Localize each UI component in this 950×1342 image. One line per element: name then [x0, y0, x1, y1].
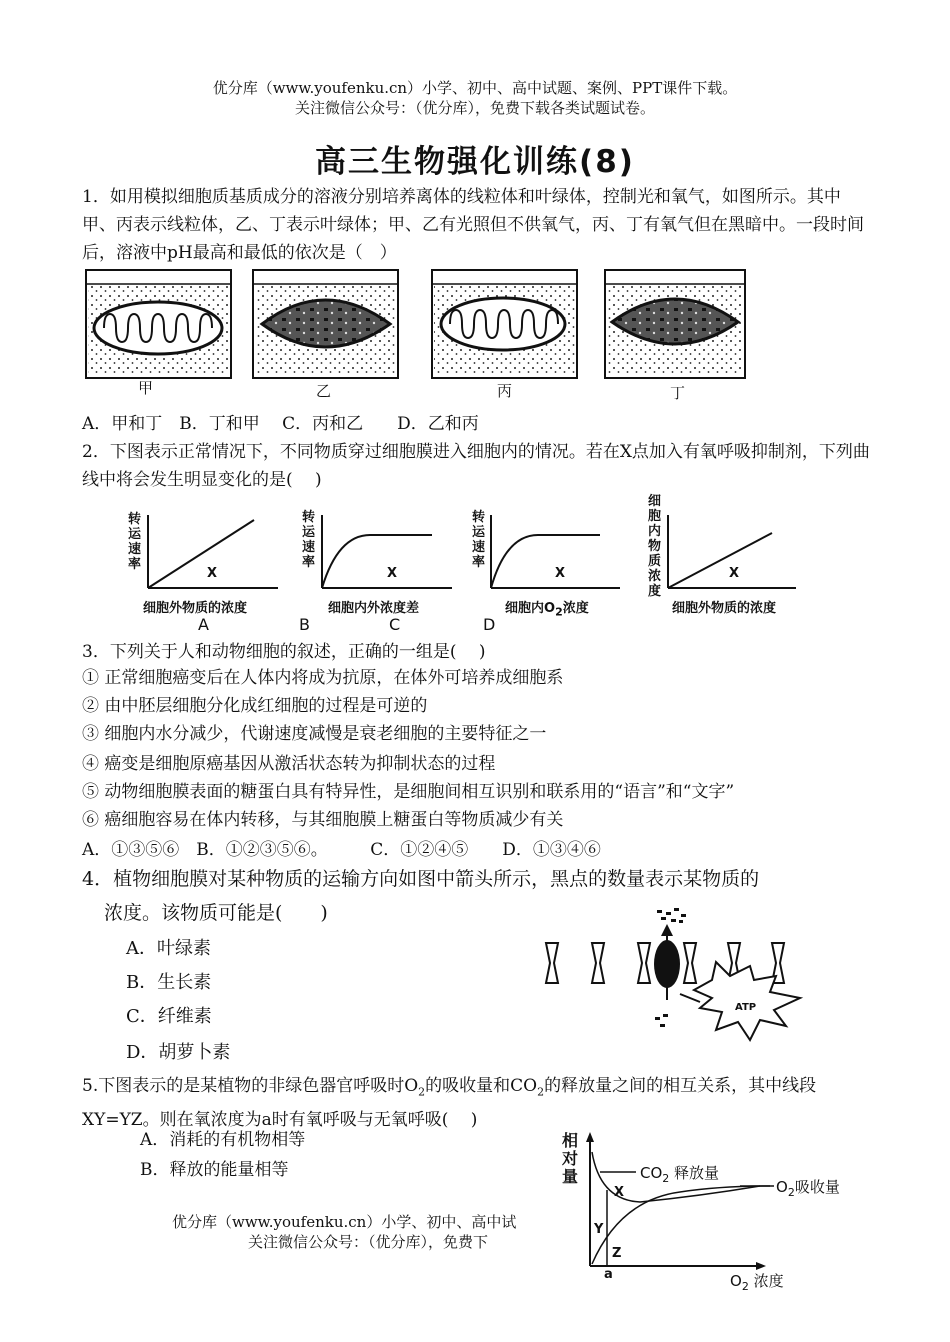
beaker-ding [605, 270, 745, 378]
q4-option-c: C．纤维素 [126, 1006, 212, 1027]
q5-xlabel: $O_2$ 浓度 [730, 1272, 784, 1293]
atp-label: ATP [735, 1002, 757, 1013]
point-x: X [614, 1185, 625, 1200]
question-3-options: A．①③⑤⑥ B．①②③⑤⑥。 C．①②④⑤ D．①③④⑥ [82, 840, 601, 860]
q5-option-a: A．消耗的有机物相等 [140, 1130, 306, 1150]
q4-option-b: B．生长素 [126, 972, 212, 993]
page-title: 高三生物强化训练(8) [315, 144, 635, 180]
q4-option-d: D．胡萝卜素 [126, 1042, 231, 1063]
footer-line-1: 优分库（www.youfenku.cn）小学、初中、高中试 [172, 1213, 517, 1231]
graph-b-marker: X [387, 566, 398, 581]
question-1-text: 1．如用模拟细胞质基质成分的溶液分别培养离体的线粒体和叶绿体，控制光和氧气，如图所示。其中甲、丙表示线粒体，乙、丁表示叶绿体；甲、乙有光照但不供氧气，丙、丁有氧气但在黑暗中。一段时间后，溶液中pH最高和最低的依次是（ ） [82, 187, 864, 263]
q4-membrane-drawing [0, 900, 950, 1070]
header-line-2: 关注微信公众号：（优分库），免费下载各类试题试卷。 [294, 99, 655, 117]
q3-item-3: ③ 细胞内水分减少，代谢速度减慢是衰老细胞的主要特征之一 [82, 724, 547, 744]
label-yi: 乙 [316, 382, 332, 400]
beaker-bing [432, 270, 577, 378]
graph-d-xlabel: 细胞外物质的浓度 [672, 601, 777, 616]
question-2-text: 2．下图表示正常情况下，不同物质穿过细胞膜进入细胞内的情况。若在X点加入有氧呼吸抑制剂，下列曲线中将会发生明显变化的是( ) [82, 442, 870, 490]
graph-a-letter: A [198, 615, 209, 634]
q4-option-a: A．叶绿素 [126, 938, 211, 959]
question-3-text: 3．下列关于人和动物细胞的叙述，正确的一组是( ) [82, 642, 486, 662]
graph-a-marker: X [207, 566, 218, 581]
footer-line-2: 关注微信公众号：（优分库），免费下 [248, 1233, 489, 1251]
co2-release-label: $CO_2$ 释放量 [640, 1164, 720, 1185]
point-y: Y [594, 1222, 604, 1237]
question-5-text: 5.下图表示的是某植物的非绿色器官呼吸时$O_2$的吸收量和$CO_2$的释放量之间的相互关系，其中线段XY=YZ。则在氧浓度为a时有氧呼吸与无氧呼吸( ) [82, 1076, 817, 1131]
q3-item-1: ① 正常细胞癌变后在人体内将成为抗原，在体外可培养成细胞系 [82, 668, 564, 688]
graph-c-xlabel: 细胞内$O_2$浓度 [505, 601, 589, 619]
graph-b-letter: B [299, 615, 310, 634]
label-ding: 丁 [670, 384, 686, 402]
q5-ylabel: 相对量 [562, 1131, 579, 1186]
graph-d-letter: D [483, 615, 496, 634]
beaker-jia [86, 270, 231, 378]
graph-a-xlabel: 细胞外物质的浓度 [143, 601, 248, 616]
header-line-1: 优分库（www.youfenku.cn）小学、初中、高中试题、案例、PPT课件下载。 [212, 79, 738, 97]
q3-item-4: ④ 癌变是细胞原癌基因从激活状态转为抑制状态的过程 [82, 754, 496, 774]
point-z: Z [612, 1246, 622, 1261]
question-4-line-2: 浓度。该物质可能是( ) [104, 902, 328, 924]
graph-d-marker: X [729, 566, 740, 581]
graph-c-letter: C [389, 615, 401, 634]
point-a: a [604, 1267, 613, 1282]
graph-b-xlabel: 细胞内外浓度差 [328, 601, 420, 616]
graph-c-marker: X [555, 566, 566, 581]
q3-item-5: ⑤ 动物细胞膜表面的糖蛋白具有特异性，是细胞间相互识别和联系用的“语言”和“文字” [82, 782, 735, 802]
label-bing: 丙 [497, 382, 513, 400]
question-4-line-1: 4．植物细胞膜对某种物质的运输方向如图中箭头所示，黑点的数量表示某物质的 [82, 868, 760, 890]
o2-absorb-label: $O_2$吸收量 [776, 1178, 840, 1199]
graph-a-ylabel: 转运速率 [128, 512, 142, 572]
q5-graph-drawing [0, 1130, 950, 1290]
q3-item-6: ⑥ 癌细胞容易在体内转移，与其细胞膜上糖蛋白等物质减少有关 [82, 810, 564, 830]
q3-item-2: ② 由中胚层细胞分化成红细胞的过程是可逆的 [82, 696, 428, 716]
beaker-yi [253, 270, 398, 378]
graph-b-ylabel: 转运速率 [302, 510, 316, 570]
graph-c-ylabel: 转运速率 [472, 510, 486, 570]
q5-option-b: B．释放的能量相等 [140, 1160, 289, 1180]
graph-d-ylabel: 细胞内物质浓度 [648, 494, 662, 599]
question-1-options: A．甲和丁 B．丁和甲 C．丙和乙 D．乙和丙 [82, 414, 479, 434]
label-jia: 甲 [138, 379, 154, 397]
